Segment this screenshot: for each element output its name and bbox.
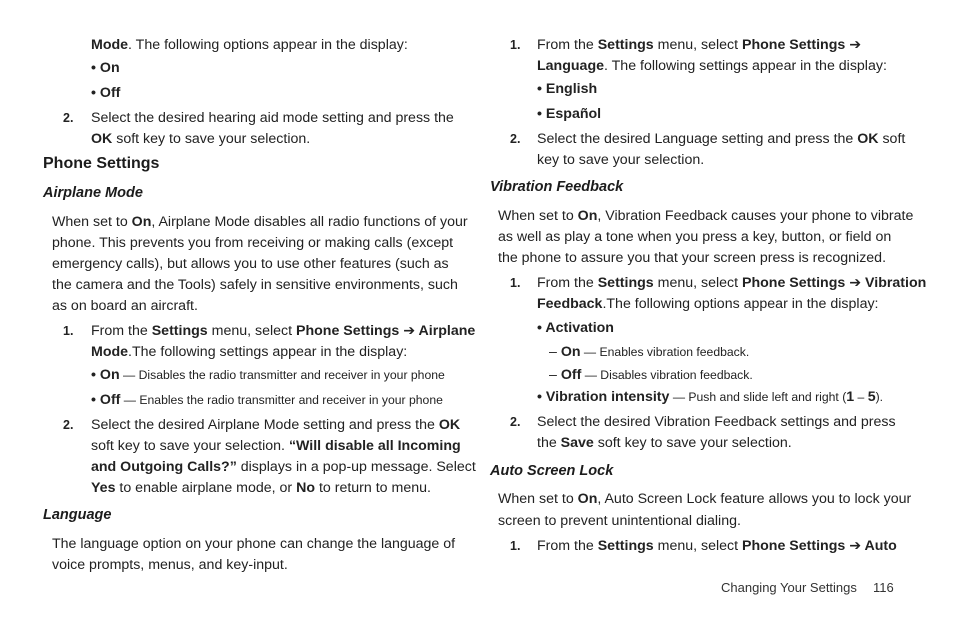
paragraph-line: When set to On, Auto Screen Lock feature allows you to lock your [498,491,912,507]
step-text: Select the desired Vibration Feedback settings and press [537,414,896,430]
option-espanol: • Español [537,106,602,122]
paragraph-line: the camera and the Tools) safely in sensitive environments, such [52,277,458,293]
paragraph-line: When set to On, Vibration Feedback causes your phone to vibrate [498,208,914,224]
activation-off: – Off — Disables vibration feedback. [549,367,753,383]
step-number: 2. [63,418,74,432]
step-text: the Save soft key to save your selection. [537,435,792,451]
paragraph-line: the phone to assure you that your screen press is recognized. [498,250,887,266]
airplane-option-on: • On — Disables the radio transmitter and receiver in your phone [91,367,445,383]
activation-on: – On — Enables vibration feedback. [549,344,750,360]
step-text: and Outgoing Calls?” displays in a pop-up message. Select [91,459,476,475]
paragraph-line: When set to On, Airplane Mode disables all radio functions of your [52,214,468,230]
option-activation: • Activation [537,320,614,336]
mode-line: Mode. The following options appear in the display: [91,37,408,53]
footer-section-title: Changing Your Settings [721,580,857,595]
option-off: • Off [91,85,121,101]
step-number: 2. [510,415,521,429]
subsection-heading-language: Language [43,507,112,523]
airplane-option-off: • Off — Enables the radio transmitter and receiver in your phone [91,392,443,408]
step-text: Select the desired Airplane Mode setting and press the OK [91,417,461,433]
option-on: • On [91,60,120,76]
subsection-heading-auto-screen-lock: Auto Screen Lock [490,463,614,479]
paragraph-line: screen to prevent unintentional dialing. [498,513,741,529]
step-text: Mode.The following settings appear in the display: [91,344,408,360]
step-number: 1. [510,276,521,290]
option-vibration-intensity: • Vibration intensity — Push and slide left and right (1 – 5). [537,389,884,405]
step-number: 1. [63,324,74,338]
step-text: From the Settings menu, select Phone Settings ➔ Airplane [91,323,476,339]
paragraph-line: phone. This prevents you from receiving or making calls (except [52,235,454,251]
option-english: • English [537,81,598,97]
step-text: From the Settings menu, select Phone Settings ➔ Vibration [537,275,927,291]
step-text: Select the desired Language setting and press the OK soft [537,131,906,147]
step-number: 2. [63,111,74,125]
paragraph-line: as well as play a tone when you press a key, button, or field on [498,229,892,245]
step-text: Yes to enable airplane mode, or No to return to menu. [91,480,431,496]
section-heading: Phone Settings [43,155,160,172]
step-number: 2. [510,132,521,146]
step-text: soft key to save your selection. “Will disable all Incoming [91,438,461,454]
step-text: From the Settings menu, select Phone Settings ➔ Auto [537,538,897,554]
step-text: key to save your selection. [537,152,705,168]
step-number: 1. [510,38,521,52]
subsection-heading-airplane-mode: Airplane Mode [43,185,143,201]
step-text: OK soft key to save your selection. [91,131,311,147]
footer-page-number: 116 [873,580,894,595]
paragraph-line: The language option on your phone can change the language of [52,536,456,552]
paragraph-line: voice prompts, menus, and key-input. [52,557,288,573]
paragraph-line: emergency calls), but allows you to use other features (such as [52,256,449,272]
paragraph-line: as on board an aircraft. [52,298,198,314]
step-text: Select the desired hearing aid mode setting and press the [91,110,454,126]
step-text: Feedback.The following options appear in the display: [537,296,879,312]
step-number: 1. [510,539,521,553]
subsection-heading-vibration-feedback: Vibration Feedback [490,179,624,195]
step-text: From the Settings menu, select Phone Settings ➔ [537,37,862,53]
step-text: Language. The following settings appear in the display: [537,58,887,74]
